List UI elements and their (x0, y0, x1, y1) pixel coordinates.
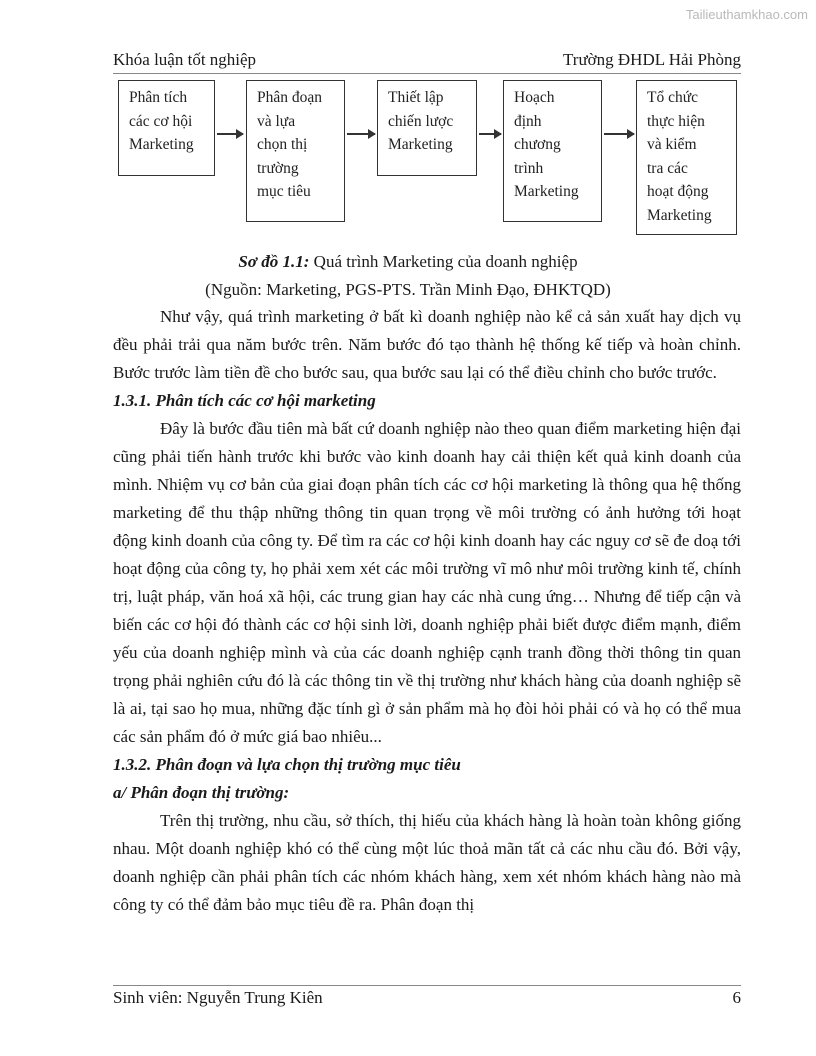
header-left: Khóa luận tốt nghiệp (113, 50, 257, 69)
footer-rule (113, 985, 741, 986)
section-heading-1-3-1: 1.3.1. Phân tích các cơ hội marketing (113, 391, 376, 410)
figure-label: Sơ đồ 1.1: (238, 252, 310, 271)
page-header (113, 50, 741, 72)
step-box-1: Phân tích các cơ hội Marketing (118, 80, 215, 176)
step-box-3: Thiết lập chiến lược Marketing (377, 80, 477, 176)
step-box-2: Phân đoạn và lựa chọn thị trường mục tiêu (246, 80, 345, 222)
paragraph-1: Như vậy, quá trình marketing ở bất kì doanh nghiệp nào kể cả sản xuất hay dịch vụ đều phải trải qua năm bước trên. Năm bước đó tạo thành hệ thống kế tiếp và hoàn chỉnh. Bước trước làm tiền đề cho bước sau, qua bước sau lại có thể điều chỉnh cho bước trước. (113, 307, 741, 382)
header-right: Trường ĐHDL Hải Phòng (563, 50, 741, 69)
arrow-3 (479, 133, 501, 135)
footer-student: Sinh viên: Nguyễn Trung Kiên (113, 988, 323, 1007)
marketing-process-diagram (118, 80, 738, 240)
figure-source: (Nguồn: Marketing, PGS-PTS. Trần Minh Đạo, ĐHKTQD) (205, 280, 611, 299)
page-footer (113, 988, 741, 1008)
watermark: Tailieuthamkhao.com (685, 7, 808, 22)
step-box-5: Tổ chức thực hiện và kiểm tra các hoạt động Marketing (636, 80, 737, 235)
header-rule (113, 73, 741, 74)
arrow-2 (347, 133, 375, 135)
arrow-4 (604, 133, 634, 135)
arrow-1 (217, 133, 243, 135)
paragraph-3: Trên thị trường, nhu cầu, sở thích, thị hiếu của khách hàng là hoàn toàn không giống nhau. Một doanh nghiệp khó có thể cùng một lúc thoả mãn tất cả các nhu cầu đó. Bởi vậy, doanh nghiệp cần phải phân tích các nhóm khách hàng, xem xét nhóm khách hàng nào mà công ty có thể đảm bảo mục tiêu đề ra. Phân đoạn thị (113, 811, 741, 914)
subsection-heading-a: a/ Phân đoạn thị trường: (113, 783, 290, 802)
section-heading-1-3-2: 1.3.2. Phân đoạn và lựa chọn thị trường mục tiêu (113, 755, 461, 774)
body-text (113, 303, 741, 919)
figure-caption (0, 252, 816, 272)
paragraph-2: Đây là bước đầu tiên mà bất cứ doanh nghiệp nào theo quan điểm marketing hiện đại cũng phải tiến hành trước khi bước vào kinh doanh hay cải thiện kết quả kinh doanh của mình. Nhiệm vụ cơ bản của giai đoạn phân tích các cơ hội marketing là thông qua hệ thống marketing để thu thập những thông tin quan trọng về môi trường có ảnh hưởng tới hoạt động kinh doanh của công ty. Để tìm ra các cơ hội kinh doanh hay các nguy cơ sẽ đe doạ tới hoạt động của công ty, họ phải xem xét các môi trường vĩ mô như môi trường kinh tế, chính trị, luật pháp, văn hoá xã hội, các trung gian hay các nhà cung ứng… Nhưng để tiếp cận và biến các cơ hội đó thành các cơ hội sinh lời, doanh nghiệp phải biết được điểm mạnh, điểm yếu của doanh nghiệp mình và của các doanh nghiệp cạnh tranh đồng thời thông tin quan trọng phải nghiên cứu đó là các thông tin về thị trường như khách hàng của doanh nghiệp sẽ là ai, tại sao họ mua, những đặc tính gì ở sản phẩm mà họ đòi hỏi phải có và họ có thể mua các sản phẩm đó ở mức giá bao nhiêu... (113, 419, 741, 746)
step-box-4: Hoạch định chương trình Marketing (503, 80, 602, 222)
page-number: 6 (732, 988, 741, 1007)
figure-title: Quá trình Marketing của doanh nghiệp (309, 252, 578, 271)
